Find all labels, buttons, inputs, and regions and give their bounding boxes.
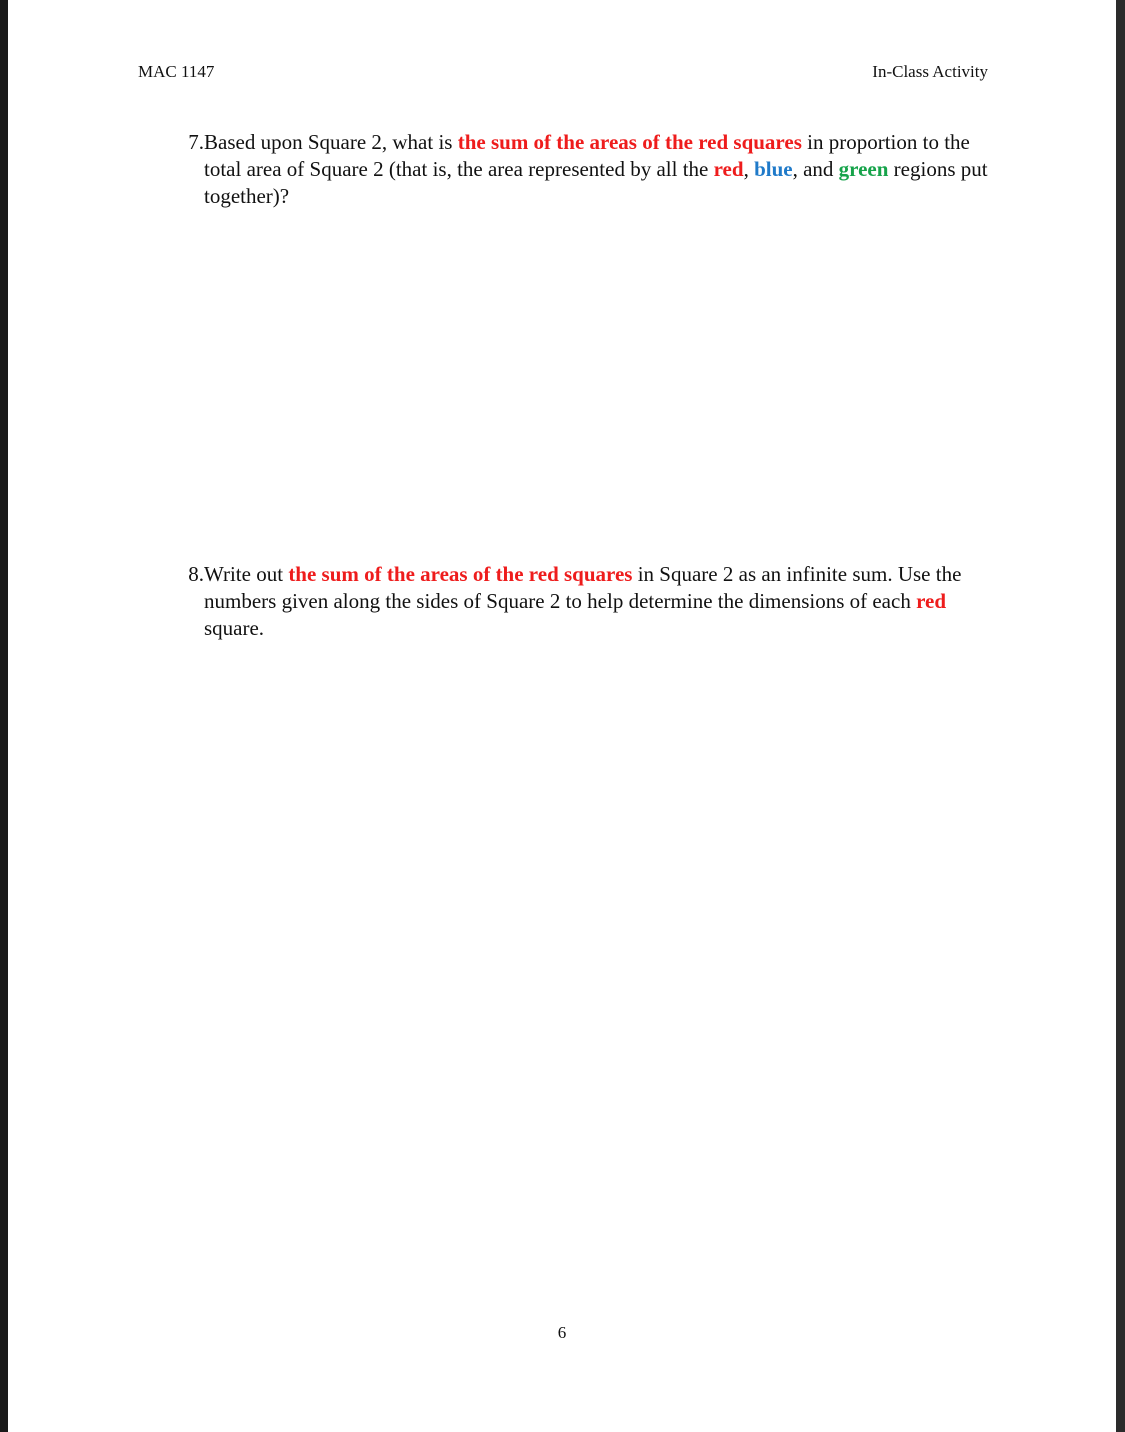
question-text-part: , [743,157,755,181]
question-text-part: , and [792,157,839,181]
viewer-edge [1116,0,1125,1432]
question-number: 8. [188,562,204,586]
highlight-blue-word: blue [754,157,793,181]
question-text-part: in proportion to the total area of Square 2 (that is, the area represented by all the [204,130,970,181]
question-text-part: Based upon Square 2, what is [204,130,458,154]
highlight-red-phrase: the sum of the areas of the red squares [457,130,802,154]
question-text-part: square. [204,616,265,640]
question-text-part: regions put together)? [204,157,988,208]
page-number: 6 [557,1323,567,1342]
highlight-red-word: red [916,589,947,613]
course-code: MAC 1147 [138,62,215,81]
highlight-green-word: green [838,157,889,181]
document-page [8,0,1116,1432]
question-text-part: Write out [204,562,289,586]
question-text-part: in Square 2 as an infinite sum. Use the numbers given along the sides of Square 2 to help determine the dimensions of each [204,562,962,613]
highlight-red-word: red [713,157,744,181]
question-text [204,129,994,210]
highlight-red-phrase: the sum of the areas of the red squares [288,562,633,586]
activity-title: In-Class Activity [872,62,988,81]
question-text [204,561,994,642]
question-number: 7. [188,130,204,154]
